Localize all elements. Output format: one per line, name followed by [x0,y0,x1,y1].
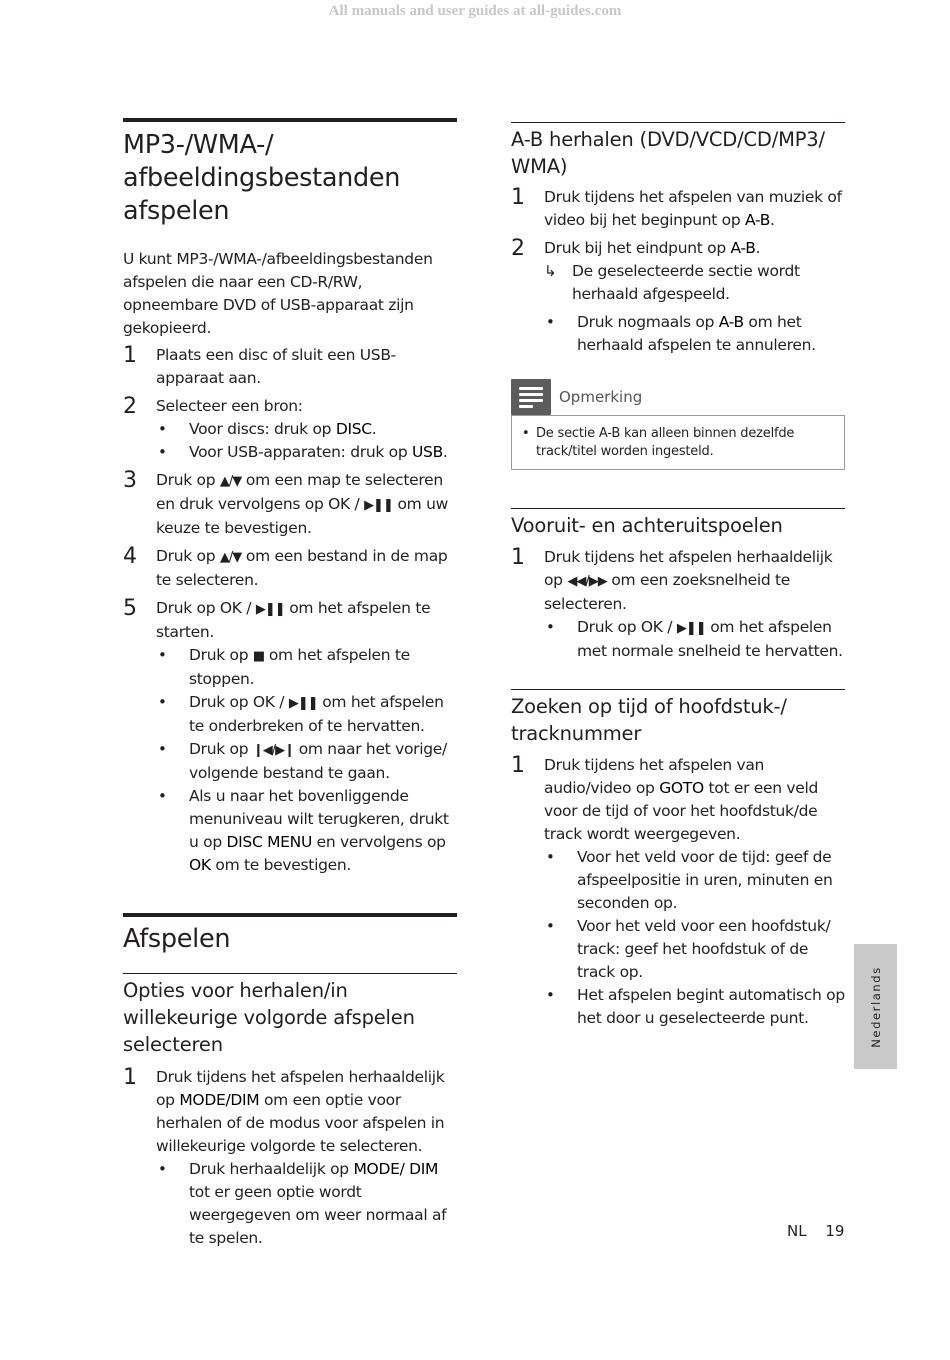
play-pause-icon: ▶❚❚ [676,621,706,636]
bullet-item: • Druk op ■ om het afspelen te stoppen. [158,646,410,688]
subsection-rule [511,508,845,509]
page-number: 19 [825,1222,845,1240]
bullet-item: • Druk herhaaldelijk op MODE/ DIM tot er geen optie wordt weergegeven om weer normaal af te spelen. [158,1160,447,1247]
subsection-title-seek: Vooruit- en achteruitspoelen [511,514,783,537]
step-1: 1 Druk tijdens het afspelen herhaaldelijk op MODE/DIM om een optie voor herhalen of de modus voor afspelen in willekeurige volgorde te selecteren. • Druk herhaaldelijk op MODE/ DIM tot er geen optie wordt weergegeven om weer normaal af te spelen. [123,1066,457,1250]
page-footer [787,1222,844,1240]
subsection-title-repeat: Opties voor herhalen/in willekeurige volgorde afspelen selecteren [123,979,415,1056]
step-2: 2 Druk bij het eindpunt op A-B. ↳ De geselecteerde sectie wordt herhaald afgespeeld. • Druk nogmaals op A-B om het herhaald afspelen te annuleren. [511,237,845,357]
bullet-item: • Als u naar het bovenliggende menuniveau wilt terugkeren, drukt u op DISC MENU en vervolgens op OK om te bevestigen. [158,787,449,874]
stop-icon: ■ [252,649,265,664]
language-tab: Nederlands [854,944,897,1069]
bullet-item: • Druk op OK / ▶❚❚ om het afspelen met normale snelheid te hervatten. [546,618,843,660]
watermark: All manuals and user guides at all-guides.com [328,3,622,19]
subsection-rule [511,689,845,690]
section-rule [123,118,457,122]
note-icon [511,379,551,415]
play-pause-icon: ▶❚❚ [364,498,393,513]
result-arrow-icon: ↳ [544,262,557,280]
note-title: Opmerking [559,388,643,406]
step-2: 2 Selecteer een bron: • Voor discs: druk op DISC. • Voor USB-apparaten: druk op USB. [123,395,457,464]
section-title-afspelen: Afspelen [123,924,231,954]
subsection-rule [511,122,845,123]
up-down-icon: ▲/▼ [219,474,242,489]
subsection-rule [123,973,457,974]
step-1: 1 Druk tijdens het afspelen van muziek of video bij het beginpunt op A-B. [511,185,842,229]
section-title-mp3: MP3-/WMA-/ afbeeldingsbestanden afspelen [123,130,401,226]
section-rule [123,913,457,917]
bullet-item: • Druk nogmaals op A-B om het herhaald afspelen te annuleren. [546,313,816,354]
rewind-forward-icon: ◀◀/▶▶ [567,574,607,589]
bullet-item: • Voor het veld voor een hoofdstuk/ track: geef het hoofdstuk of de track op. [546,917,831,981]
step-3: 3 Druk op ▲/▼ om een map te selecteren en druk vervolgens op OK / ▶❚❚ om uw keuze te bevestigen. [123,468,448,537]
bullet-item: • Voor USB-apparaten: druk op USB. [158,443,448,461]
left-column [123,118,457,1250]
step-4: 4 Druk op ▲/▼ om een bestand in de map te selecteren. [123,544,448,589]
play-pause-icon: ▶❚❚ [288,696,318,711]
subsection-title-search: Zoeken op tijd of hoofdstuk-/ tracknummer [511,695,787,745]
bullet-item: • Druk op ❙◀/▶❙ om naar het vorige/ volgende bestand te gaan. [158,740,447,782]
bullet-item: • Voor het veld voor de tijd: geef de afspeelpositie in uren, minuten en seconden op. [546,848,833,912]
bullet-item: • Het afspelen begint automatisch op het door u geselecteerde punt. [546,986,845,1027]
note-header [511,379,845,415]
bullet-item: • Druk op OK / ▶❚❚ om het afspelen te onderbreken of te hervatten. [158,693,444,735]
note-text: De sectie A-B kan alleen binnen dezelfde track/titel worden ingesteld. [536,426,795,459]
step-1: 1 Druk tijdens het afspelen herhaaldelijk op ◀◀/▶▶ om een zoeksnelheid te selecteren. • Druk op OK / ▶❚❚ om het afspelen met normale snelheid te hervatten. [511,546,845,663]
up-down-icon: ▲/▼ [219,550,242,565]
result-item: ↳ De geselecteerde sectie wordt herhaald afgespeeld. [544,260,845,306]
language-code: NL [787,1222,807,1240]
intro-paragraph: U kunt MP3-/WMA-/afbeeldingsbestanden afspelen die naar een CD-R/RW, opneembare DVD of USB-apparaat zijn gekopieerd. [123,250,433,337]
step-1: 1 Plaats een disc of sluit een USB-apparaat aan. [123,343,396,387]
prev-next-icon: ❙◀/▶❙ [252,743,295,758]
subsection-title-ab: A-B herhalen (DVD/VCD/CD/MP3/ WMA) [511,128,825,178]
bullet-item: • Voor discs: druk op DISC. [158,420,377,438]
step-1: 1 Druk tijdens het afspelen van audio/video op GOTO tot er een veld voor de tijd of voor het hoofdstuk/de track wordt weergegeven. • Voor het veld voor de tijd: geef de afspeelpositie in uren, minuten en seconden op. • Voor het veld voor een hoofdstuk/ track: geef het hoofdstuk of de track op. • Het afspelen begint automatisch op het door u geselecteerde punt. [511,754,845,1030]
right-column [511,122,845,1030]
note-box: • De sectie A-B kan alleen binnen dezelfde track/titel worden ingesteld. [511,415,845,470]
step-5: 5 Druk op OK / ▶❚❚ om het afspelen te starten. • Druk op ■ om het afspelen te stoppen. • Druk op OK / ▶❚❚ om het afspelen te onderbreken of te hervatten. • Druk op ❙◀/▶❙ om naar het vorige/ volgende bestand te gaan. • Als u naar het bovenliggende menuniveau wilt terugkeren, drukt u op DISC MENU en vervolgens op OK om te bevestigen. [123,597,457,877]
steps-list [123,344,457,877]
play-pause-icon: ▶❚❚ [255,602,285,617]
